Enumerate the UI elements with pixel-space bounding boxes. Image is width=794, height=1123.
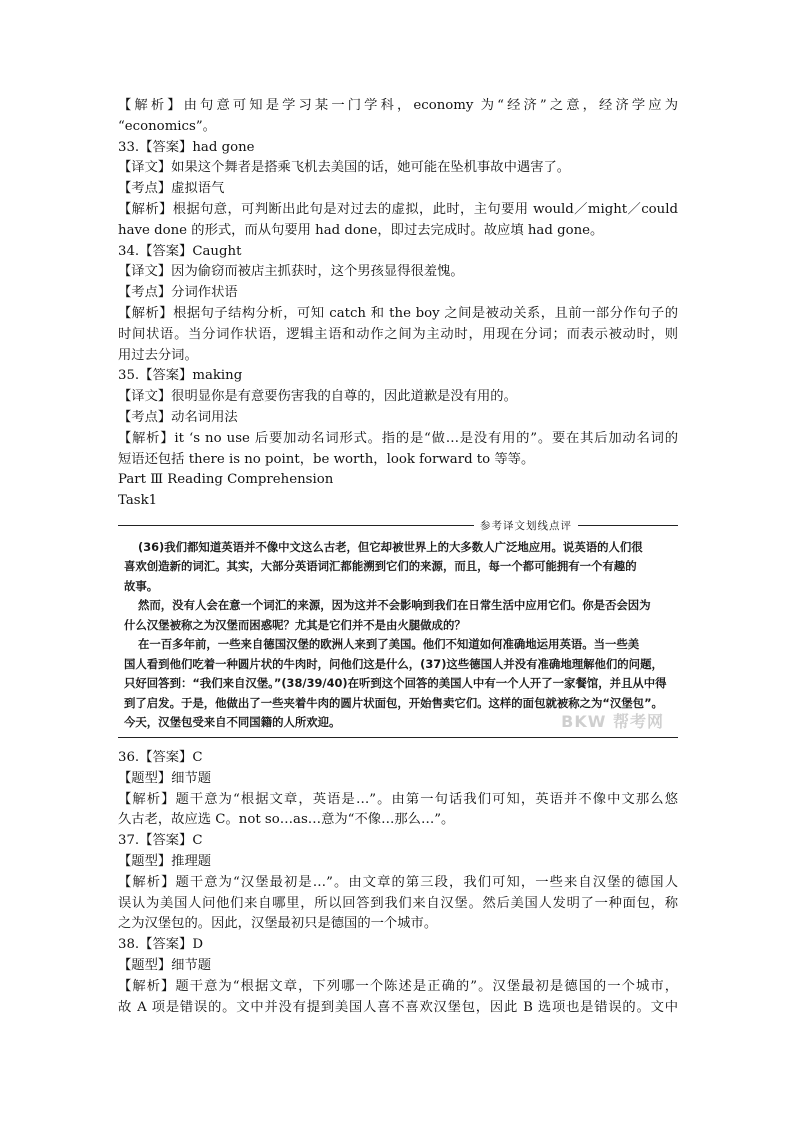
text-line: 时间状语。当分词作状语，逻辑主语和动作之间为主动时，用现在分词；而表示被动时，则 [118, 326, 678, 342]
watermark-logo: BKW 帮考网 [561, 711, 664, 731]
text-line: 【译文】很明显你是有意要伤害我的自尊的，因此道歉是没有用的。 [118, 389, 517, 405]
scan-text [124, 538, 672, 733]
text-line: 34.【答案】Caught [118, 243, 242, 259]
document-page [118, 96, 678, 1018]
text-line: 【译文】因为偷窃而被店主抓获时，这个男孩显得很羞愧。 [118, 264, 464, 280]
scan-top-rule [118, 525, 678, 526]
scan-line: 在一百多年前，一些来自德国汉堡的欧洲人来到了美国。他们不知道如何准确地运用英语。当一些美 [138, 637, 640, 652]
text-line: 35.【答案】making [118, 368, 243, 384]
scan-line: 喜欢创造新的词汇。其实，大部分英语词汇都能溯到它们的来源，而且，每一个都可能拥有一个有趣的 [124, 559, 637, 574]
text-line: have done 的形式，而从句要用 had done，即过去完成时。故应填 had gone。 [118, 222, 604, 238]
answer-explanations-top [118, 96, 678, 512]
text-line: 33.【答案】had gone [118, 139, 255, 155]
scan-line: 然而，没有人会在意一个词汇的来源，因为这并不会影响到我们在日常生活中应用它们。你是否会因为 [138, 598, 651, 613]
text-line: Part Ⅲ Reading Comprehension [118, 472, 334, 488]
scan-line: 什么汉堡被称之为汉堡而困惑呢？尤其是它们并不是由火腿做成的？ [124, 617, 466, 632]
text-line: 用过去分词。 [118, 347, 198, 363]
text-line: 【解析】题干意为“根据文章，英语是…”。由第一句话我们可知，英语并不像中文那么悠 [118, 791, 678, 807]
scan-line: 只好回答到：“我们来自汉堡。”(38/39/40)在听到这个回答的美国人中有一个人开了一家餐馆，并且从中得 [124, 676, 667, 691]
text-line: Task1 [118, 493, 158, 509]
text-line: 久古老，故应选 C。not so…as…意为“不像…那么…”。 [118, 812, 455, 828]
text-line: 【题型】细节题 [118, 957, 212, 973]
scan-bottom-rule [118, 737, 678, 738]
text-line: 【解析】根据句子结构分析，可知 catch 和 the boy 之间是被动关系，且前一部分作句子的 [118, 305, 678, 321]
text-line: 【题型】推理题 [118, 853, 212, 869]
answer-explanations-bottom [118, 748, 678, 1018]
reference-translation-scan [118, 518, 678, 740]
text-line: 故 A 项是错误的。文中并没有提到美国人喜不喜欢汉堡包，因此 B 选项也是错误的。文中 [118, 999, 678, 1015]
text-line: 【解析】it ‘s no use 后要加动名词形式。指的是“做…是没有用的”。要在其后加动名词的 [118, 430, 678, 446]
text-line: 【考点】虚拟语气 [118, 181, 225, 197]
scan-line: 到了启发。于是，他做出了一些夹着牛肉的圆片状面包，开始售卖它们。这样的面包就被称之为“汉堡包”。 [124, 695, 663, 710]
text-line: 36.【答案】C [118, 749, 203, 765]
text-line: 【题型】细节题 [118, 770, 212, 786]
scan-line: 故事。 [124, 578, 159, 593]
scan-line: 今天，汉堡包受来自不同国籍的人所欢迎。 [124, 715, 341, 730]
scan-line: (36)我们都知道英语并不像中文这么古老，但它却被世界上的大多数人广泛地应用。说英语的人们很 [138, 539, 643, 554]
text-line: 38.【答案】D [118, 937, 203, 953]
text-line: 短语还包括 there is no point，be worth，look forward to 等等。 [118, 451, 535, 467]
text-line: 【解析】题干意为“汉堡最初是…”。由文章的第三段，我们可知，一些来自汉堡的德国人 [118, 874, 678, 890]
text-line: 【解析】由句意可知是学习某一门学科，economy 为“经济”之意，经济学应为 [118, 98, 678, 113]
text-line: 【考点】动名词用法 [118, 409, 238, 425]
text-line: 【解析】题干意为“根据文章，下列哪一个陈述是正确的”。汉堡最初是德国的一个城市， [118, 978, 678, 994]
text-line: 【译文】如果这个舞者是搭乘飞机去美国的话，她可能在坠机事故中遇害了。 [118, 160, 571, 176]
text-line: “economics”。 [118, 118, 216, 134]
text-line: 【解析】根据句意，可判断出此句是对过去的虚拟，此时，主句要用 would／might／could [118, 201, 678, 217]
text-line: 37.【答案】C [118, 833, 203, 849]
scan-line: 国人看到他们吃着一种圆片状的牛肉时，问他们这是什么，(37)这些德国人并没有准确地理解他们的问题， [124, 656, 663, 671]
text-line: 误认为美国人问他们来自哪里，所以回答到我们来自汉堡。然后美国人发明了一种面包，称 [118, 895, 678, 911]
text-line: 之为汉堡包的。因此，汉堡最初只是德国的一个城市。 [118, 916, 438, 932]
scan-header: 参考译文划线点评 [474, 518, 578, 533]
text-line: 【考点】分词作状语 [118, 285, 238, 301]
